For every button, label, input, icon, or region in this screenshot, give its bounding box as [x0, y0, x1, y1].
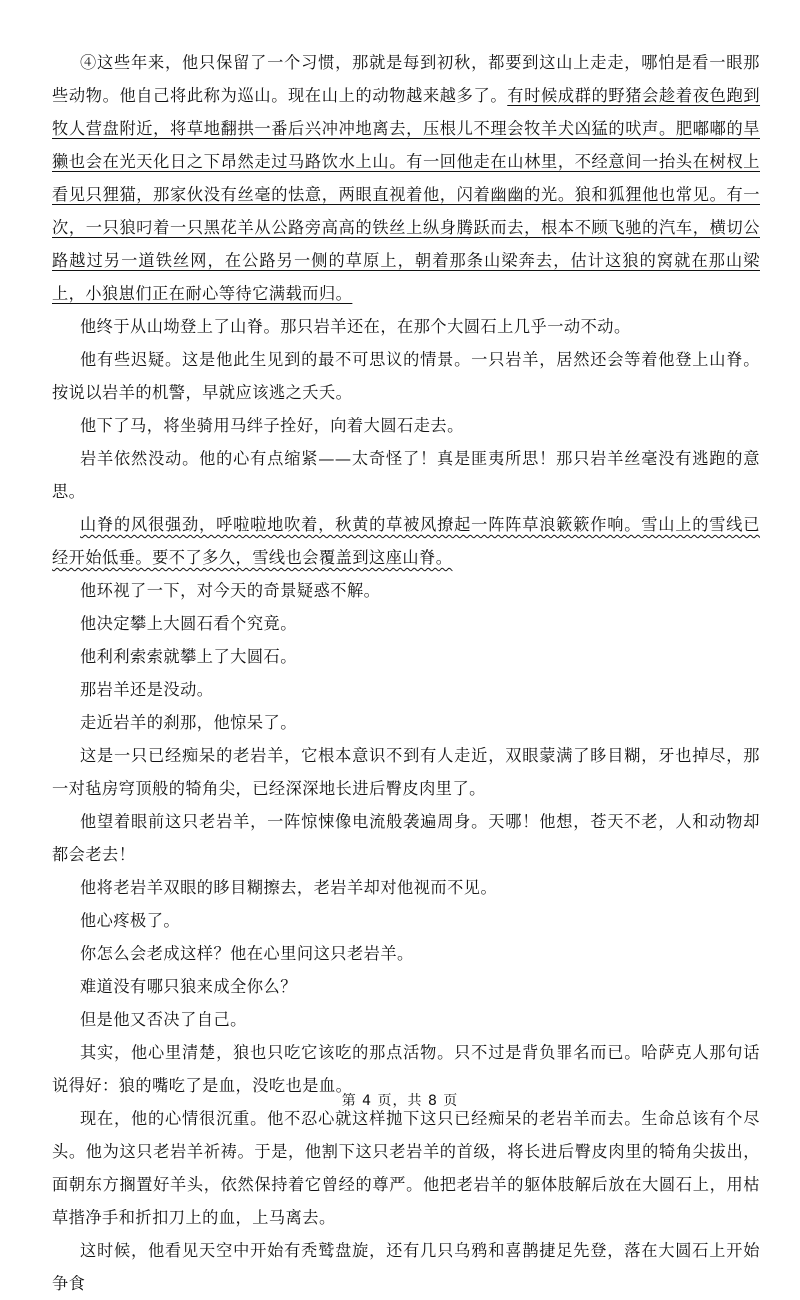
paragraph: 他环视了一下，对今天的奇景疑惑不解。 [80, 581, 381, 600]
paragraph: 其实，他心里清楚，狼也只吃它该吃的那点活物。只不过是背负罪名而已。哈萨克人那句话说得好：狼的嘴吃了是血，没吃也是血。 [52, 1043, 760, 1095]
paragraph: 他下了马，将坐骑用马绊子拴好，向着大圆石走去。 [80, 416, 464, 435]
paragraph: 现在，他的心情很沉重。他不忍心就这样抛下这只已经痴呆的老岩羊而去。生命总该有个尽头。他为这只老岩羊祈祷。于是，他割下这只老岩羊的首级，将长进后臀皮肉里的犄角尖拔出，面朝东方搁置好羊头，依然保持着它曾经的尊严。他把老岩羊的躯体肢解后放在大圆石上，用枯草揩净手和折扣刀上的血，上马离去。 [52, 1109, 760, 1227]
paragraph: 他终于从山坳登上了山脊。那只岩羊还在，在那个大圆石上几乎一动不动。 [80, 317, 631, 336]
paragraph: 他望着眼前这只老岩羊，一阵惊悚像电流般袭遍周身。天哪！他想，苍天不老，人和动物却都会老去！ [52, 812, 760, 864]
paragraph-4 [52, 46, 760, 310]
paragraph: 难道没有哪只狼来成全你么？ [80, 977, 297, 996]
paragraph-4-intro: ④这些年来，他只保留了一个习惯，那就是每到初秋，都要到这山上走走，哪怕是看一眼那些动物。他自己将此称为巡山。现在山上的动物越来越多了。 [52, 53, 760, 105]
paragraph: 他决定攀上大圆石看个究竟。 [80, 614, 297, 633]
paragraph: 这是一只已经痴呆的老岩羊，它根本意识不到有人走近，双眼蒙满了眵目糊，牙也掉尽，那一对毡房穹顶般的犄角尖，已经深深地长进后臀皮肉里了。 [52, 746, 760, 798]
paragraph: 他有些迟疑。这是他此生见到的最不可思议的情景。一只岩羊，居然还会等着他登上山脊。按说以岩羊的机警，早就应该逃之夭夭。 [52, 350, 760, 402]
paragraph: 他利利索索就攀上了大圆石。 [80, 647, 297, 666]
paragraph: 那岩羊还是没动。 [80, 680, 214, 699]
paragraph: 这时候，他看见天空中开始有秃鹫盘旋，还有几只乌鸦和喜鹊捷足先登，落在大圆石上开始争食 [52, 1241, 760, 1293]
paragraph: 你怎么会老成这样？他在心里问这只老岩羊。 [80, 944, 414, 963]
wavy-underlined-passage: 山脊的风很强劲，呼啦啦地吹着，秋黄的草被风撩起一阵阵草浪簌簌作响。雪山上的雪线已经开始低垂。要不了多久，雪线也会覆盖到这座山脊。 [52, 515, 760, 567]
paragraph: 他将老岩羊双眼的眵目糊擦去，老岩羊却对他视而不见。 [80, 878, 498, 897]
document-page [52, 46, 760, 1300]
underlined-passage: 有时候成群的野猪会趁着夜色跑到牧人营盘附近，将草地翻拱一番后兴冲冲地离去，压根儿不理会牧羊犬凶猛的吠声。肥嘟嘟的旱獭也会在光天化日之下昂然走过马路饮水上山。有一回他走在山林里，不经意间一抬头在树杈上看见只狸猫，那家伙没有丝毫的怯意，两眼直视着他，闪着幽幽的光。狼和狐狸他也常见。有一次，一只狼叼着一只黑花羊从公路旁高高的铁丝上纵身腾跃而去，根本不顾飞驰的汽车，横切公路越过另一道铁丝网，在公路另一侧的草原上，朝着那条山梁奔去，估计这狼的窝就在那山梁上，小狼崽们正在耐心等待它满载而归。 [52, 86, 761, 303]
paragraph: 但是他又否决了自己。 [80, 1010, 247, 1029]
paragraph: 岩羊依然没动。他的心有点缩紧——太奇怪了！真是匪夷所思！那只岩羊丝毫没有逃跑的意思。 [52, 449, 760, 501]
paragraph: 他心疼极了。 [80, 911, 181, 930]
paragraph-wavy [52, 508, 760, 574]
paragraph: 走近岩羊的刹那，他惊呆了。 [80, 713, 297, 732]
page-footer: 第 4 页，共 8 页 [341, 1093, 459, 1109]
